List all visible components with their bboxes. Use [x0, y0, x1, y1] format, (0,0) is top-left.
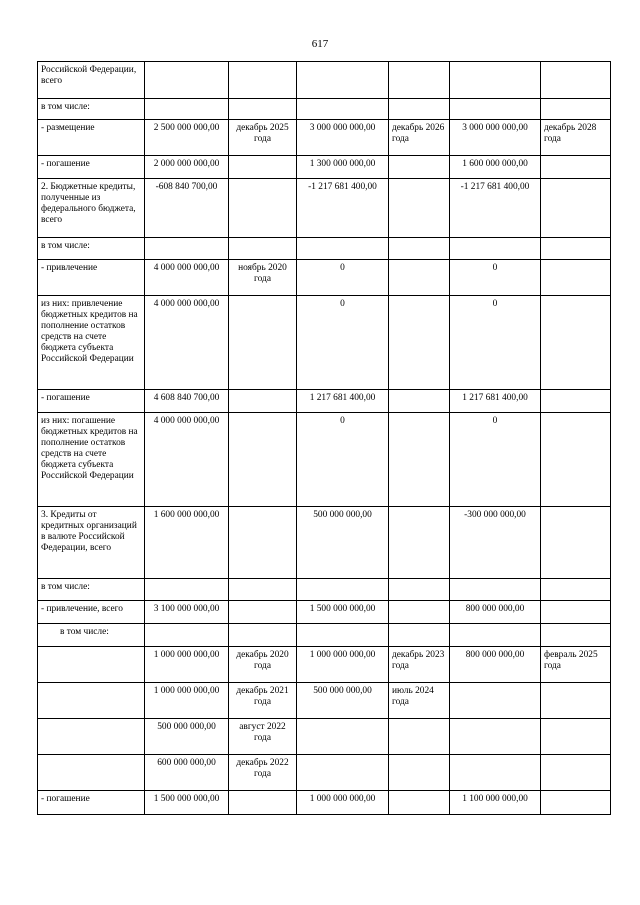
term-cell: декабрь 2023 года	[389, 647, 450, 683]
term-cell: июль 2024 года	[389, 683, 450, 719]
amount-cell	[450, 719, 541, 755]
amount-cell: 500 000 000,00	[297, 507, 389, 579]
term-cell	[389, 179, 450, 238]
term-cell	[229, 579, 297, 601]
row-label: в том числе:	[38, 579, 145, 601]
term-cell	[389, 719, 450, 755]
page-number: 617	[311, 38, 329, 50]
amount-cell: 0	[450, 296, 541, 390]
amount-cell	[297, 99, 389, 120]
table-row	[38, 120, 611, 156]
term-cell	[229, 238, 297, 260]
table-row	[38, 647, 611, 683]
row-label: из них: привлечение бюджетных кредитов на пополнение остатков средств на счете бюджета субъекта Российской Федерации	[38, 296, 145, 390]
row-label: - погашение	[38, 156, 145, 179]
table-row	[38, 156, 611, 179]
amount-cell: 1 500 000 000,00	[297, 601, 389, 624]
amount-cell: 0	[297, 296, 389, 390]
amount-cell: 4 000 000 000,00	[145, 296, 229, 390]
term-cell	[389, 791, 450, 815]
amount-cell	[297, 62, 389, 99]
term-cell	[229, 624, 297, 647]
amount-cell	[297, 579, 389, 601]
term-cell	[541, 156, 611, 179]
term-cell	[229, 390, 297, 413]
row-label: - привлечение	[38, 260, 145, 296]
term-cell: декабрь 2026 года	[389, 120, 450, 156]
amount-cell: 1 500 000 000,00	[145, 791, 229, 815]
amount-cell	[145, 624, 229, 647]
amount-cell: 1 600 000 000,00	[450, 156, 541, 179]
term-cell	[389, 296, 450, 390]
amount-cell	[297, 719, 389, 755]
term-cell	[541, 179, 611, 238]
amount-cell: -1 217 681 400,00	[297, 179, 389, 238]
term-cell	[541, 624, 611, 647]
term-cell	[541, 683, 611, 719]
amount-cell	[145, 238, 229, 260]
amount-cell: 0	[450, 260, 541, 296]
amount-cell	[450, 755, 541, 791]
term-cell: декабрь 2025 года	[229, 120, 297, 156]
amount-cell	[145, 62, 229, 99]
row-label	[38, 719, 145, 755]
table-row	[38, 755, 611, 791]
amount-cell: 0	[297, 413, 389, 507]
amount-cell	[450, 579, 541, 601]
row-label: Российской Федерации, всего	[38, 62, 145, 99]
amount-cell: 1 000 000 000,00	[297, 647, 389, 683]
term-cell	[389, 755, 450, 791]
amount-cell	[297, 238, 389, 260]
term-cell: декабрь 2022 года	[229, 755, 297, 791]
term-cell	[541, 413, 611, 507]
term-cell	[229, 62, 297, 99]
term-cell	[541, 390, 611, 413]
term-cell: декабрь 2021 года	[229, 683, 297, 719]
row-label: - погашение	[38, 390, 145, 413]
amount-cell	[450, 99, 541, 120]
amount-cell: 3 000 000 000,00	[450, 120, 541, 156]
term-cell	[541, 507, 611, 579]
amount-cell: 2 000 000 000,00	[145, 156, 229, 179]
row-label: в том числе:	[38, 624, 145, 647]
table-row	[38, 238, 611, 260]
table-row	[38, 719, 611, 755]
term-cell	[229, 156, 297, 179]
row-label	[38, 647, 145, 683]
term-cell	[229, 296, 297, 390]
amount-cell: 500 000 000,00	[297, 683, 389, 719]
table-row	[38, 62, 611, 99]
term-cell	[389, 579, 450, 601]
term-cell	[389, 413, 450, 507]
row-label: - погашение	[38, 791, 145, 815]
term-cell	[389, 390, 450, 413]
row-label: из них: погашение бюджетных кредитов на пополнение остатков средств на счете бюджета субъекта Российской Федерации	[38, 413, 145, 507]
amount-cell: 1 000 000 000,00	[297, 791, 389, 815]
term-cell	[541, 719, 611, 755]
amount-cell	[450, 238, 541, 260]
term-cell	[541, 296, 611, 390]
amount-cell: 1 217 681 400,00	[450, 390, 541, 413]
amount-cell: 600 000 000,00	[145, 755, 229, 791]
term-cell	[389, 156, 450, 179]
table-row	[38, 179, 611, 238]
amount-cell: -1 217 681 400,00	[450, 179, 541, 238]
amount-cell: 500 000 000,00	[145, 719, 229, 755]
term-cell	[389, 601, 450, 624]
amount-cell: 3 000 000 000,00	[297, 120, 389, 156]
amount-cell	[297, 755, 389, 791]
amount-cell: -300 000 000,00	[450, 507, 541, 579]
term-cell	[541, 238, 611, 260]
table-row	[38, 579, 611, 601]
amount-cell: 1 600 000 000,00	[145, 507, 229, 579]
term-cell	[541, 62, 611, 99]
amount-cell	[145, 99, 229, 120]
amount-cell	[450, 683, 541, 719]
table-row	[38, 296, 611, 390]
amount-cell: 1 217 681 400,00	[297, 390, 389, 413]
term-cell	[389, 624, 450, 647]
table-row	[38, 507, 611, 579]
row-label: 3. Кредиты от кредитных организаций в валюте Российской Федерации, всего	[38, 507, 145, 579]
table-row	[38, 390, 611, 413]
term-cell: февраль 2025 года	[541, 647, 611, 683]
amount-cell: 0	[450, 413, 541, 507]
amount-cell: 4 608 840 700,00	[145, 390, 229, 413]
table-row	[38, 683, 611, 719]
amount-cell: 1 300 000 000,00	[297, 156, 389, 179]
term-cell: август 2022 года	[229, 719, 297, 755]
amount-cell: 1 000 000 000,00	[145, 647, 229, 683]
amount-cell: 4 000 000 000,00	[145, 260, 229, 296]
row-label: в том числе:	[38, 99, 145, 120]
row-label	[38, 683, 145, 719]
term-cell	[541, 260, 611, 296]
table-row	[38, 791, 611, 815]
amount-cell: 800 000 000,00	[450, 647, 541, 683]
term-cell: декабрь 2020 года	[229, 647, 297, 683]
amount-cell: 800 000 000,00	[450, 601, 541, 624]
term-cell: декабрь 2028 года	[541, 120, 611, 156]
amount-cell: 1 000 000 000,00	[145, 683, 229, 719]
term-cell	[541, 755, 611, 791]
row-label	[38, 755, 145, 791]
amount-cell	[145, 579, 229, 601]
amount-cell: 0	[297, 260, 389, 296]
term-cell	[541, 579, 611, 601]
term-cell	[229, 507, 297, 579]
term-cell	[541, 791, 611, 815]
table-row	[38, 624, 611, 647]
amount-cell: 4 000 000 000,00	[145, 413, 229, 507]
row-label: - размещение	[38, 120, 145, 156]
term-cell: ноябрь 2020 года	[229, 260, 297, 296]
table-row	[38, 413, 611, 507]
term-cell	[229, 99, 297, 120]
amount-cell	[450, 624, 541, 647]
row-label: 2. Бюджетные кредиты, полученные из федерального бюджета, всего	[38, 179, 145, 238]
term-cell	[541, 99, 611, 120]
amount-cell: 3 100 000 000,00	[145, 601, 229, 624]
term-cell	[389, 260, 450, 296]
amount-cell: 2 500 000 000,00	[145, 120, 229, 156]
term-cell	[389, 62, 450, 99]
term-cell	[229, 413, 297, 507]
term-cell	[389, 507, 450, 579]
term-cell	[389, 238, 450, 260]
borrowing-program-table	[37, 61, 611, 815]
term-cell	[229, 791, 297, 815]
amount-cell	[297, 624, 389, 647]
term-cell	[389, 99, 450, 120]
amount-cell: 1 100 000 000,00	[450, 791, 541, 815]
table-row	[38, 260, 611, 296]
amount-cell: -608 840 700,00	[145, 179, 229, 238]
row-label: - привлечение, всего	[38, 601, 145, 624]
amount-cell	[450, 62, 541, 99]
row-label: в том числе:	[38, 238, 145, 260]
term-cell	[229, 179, 297, 238]
table-row	[38, 601, 611, 624]
term-cell	[229, 601, 297, 624]
term-cell	[541, 601, 611, 624]
table-row	[38, 99, 611, 120]
